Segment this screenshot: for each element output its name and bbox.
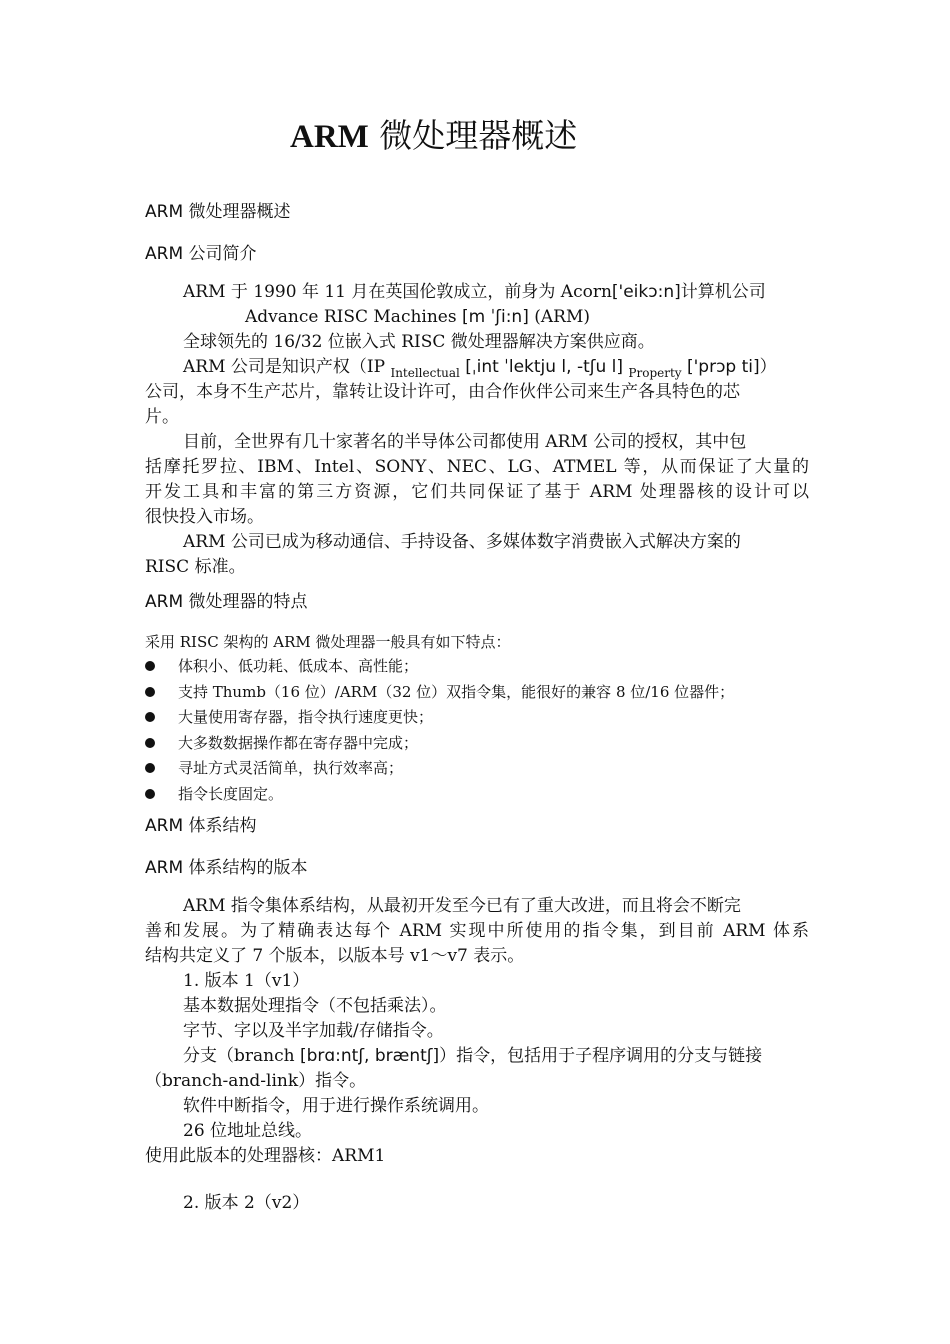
ip-line-3: 片。 (145, 407, 179, 427)
heading-features: ARM 微处理器的特点 (145, 592, 308, 612)
features-intro: 采用 RISC 架构的 ARM 微处理器一般具有如下特点： (145, 633, 511, 651)
version-1-branch-line-1: 分支（branch [brɑ:ntʃ, bræntʃ]）指令，包括用于子程序调用的分支与链接 (183, 1046, 763, 1066)
bullet-dot-icon (145, 763, 155, 773)
list-item: 寻址方式灵活简单，执行效率高； (145, 756, 734, 782)
company-line-3: 全球领先的 16/32 位嵌入式 RISC 微处理器解决方案供应商。 (183, 332, 655, 352)
features-list (145, 654, 734, 807)
list-item: 体积小、低功耗、低成本、高性能； (145, 654, 734, 680)
world-line-2: 括摩托罗拉、IBM、Intel、SONY、NEC、LG、ATMEL 等，从而保证了大量的 (145, 457, 809, 477)
list-item: 大多数数据操作都在寄存器中完成； (145, 731, 734, 757)
version-1-title: 1. 版本 1（v1） (183, 971, 310, 991)
phonetic-intellectual: [ˌint ˈlektju l, -tʃu l] (459, 357, 629, 377)
ip-word-property: Property (628, 366, 682, 380)
heading-architecture: ARM 体系结构 (145, 816, 257, 836)
versions-intro-3: 结构共定义了 7 个版本，以版本号 v1～v7 表示。 (145, 946, 525, 966)
version-1-item-1: 基本数据处理指令（不包括乘法）。 (183, 996, 447, 1016)
heading-company: ARM 公司简介 (145, 244, 257, 264)
versions-intro-2: 善和发展。为了精确表达每个 ARM 实现中所使用的指令集，到目前 ARM 体系 (145, 921, 809, 941)
world-line-1: 目前，全世界有几十家著名的半导体公司都使用 ARM 公司的授权，其中包 (183, 432, 747, 452)
version-1-branch-line-2: （branch-and-link）指令。 (145, 1071, 367, 1091)
heading-versions: ARM 体系结构的版本 (145, 858, 308, 878)
phonetic-acorn: ['eikɔ:n] (611, 282, 681, 302)
heading-overview: ARM 微处理器概述 (145, 202, 291, 222)
bullet-dot-icon (145, 712, 155, 722)
version-1-cores: 使用此版本的处理器核：ARM1 (145, 1146, 386, 1166)
bullet-dot-icon (145, 789, 155, 799)
phonetic-branch: [brɑ:ntʃ, bræntʃ] (299, 1046, 440, 1066)
world-line-3: 开发工具和丰富的第三方资源，它们共同保证了基于 ARM 处理器核的设计可以 (145, 482, 809, 502)
bullet-dot-icon (145, 738, 155, 748)
version-2-title: 2. 版本 2（v2） (183, 1193, 310, 1213)
phonetic-property: ['prɔp ti] (681, 357, 760, 377)
phonetic-machines: [m ˈʃi:n] (462, 307, 529, 327)
document-title-latin: ARM (290, 119, 369, 155)
ip-line-1: ARM 公司是知识产权（IP $_{Intellectual}$ [ˌint ˈlektju l, -tʃu l] $_{Property}$ ['prɔp ti]） (183, 357, 777, 380)
bullet-dot-icon (145, 687, 155, 697)
document-title (290, 113, 577, 160)
standard-line-2: RISC 标准。 (145, 557, 246, 577)
versions-intro-1: ARM 指令集体系结构，从最初开发至今已有了重大改进，而且将会不断完 (183, 896, 741, 916)
ip-word-intellectual: Intellectual (390, 366, 460, 380)
version-1-item-2: 字节、字以及半字加载/存储指令。 (183, 1021, 444, 1041)
world-line-4: 很快投入市场。 (145, 507, 264, 527)
version-1-item-5: 26 位地址总线。 (183, 1121, 313, 1141)
standard-line-1: ARM 公司已成为移动通信、手持设备、多媒体数字消费嵌入式解决方案的 (183, 532, 741, 552)
list-item: 大量使用寄存器，指令执行速度更快； (145, 705, 734, 731)
version-1-item-4: 软件中断指令，用于进行操作系统调用。 (183, 1096, 489, 1116)
company-line-1: ARM 于 1990 年 11 月在英国伦敦成立，前身为 Acorn['eikɔ:n]计算机公司 (183, 282, 766, 302)
company-line-2: Advance RISC Machines [m ˈʃi:n] (ARM) (245, 307, 590, 327)
bullet-dot-icon (145, 661, 155, 671)
list-item: 指令长度固定。 (145, 782, 734, 808)
list-item: 支持 Thumb（16 位）/ARM（32 位）双指令集，能很好的兼容 8 位/16 位器件； (145, 680, 734, 706)
document-title-cjk: 微处理器概述 (368, 116, 578, 155)
ip-line-2: 公司，本身不生产芯片，靠转让设计许可，由合作伙伴公司来生产各具特色的芯 (145, 382, 740, 402)
